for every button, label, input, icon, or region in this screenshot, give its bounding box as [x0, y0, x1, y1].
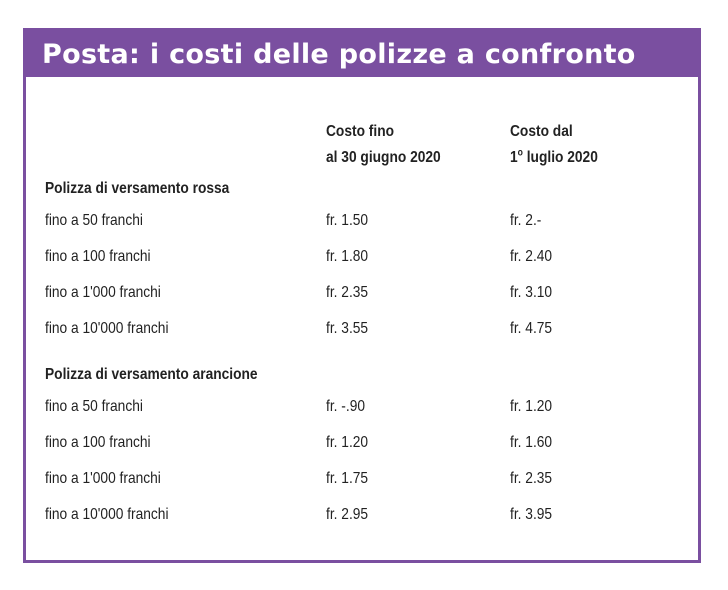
table-row	[45, 497, 685, 533]
table-row	[45, 203, 685, 239]
cost-after: fr. 3.10	[510, 284, 553, 301]
cost-before: fr. 3.55	[326, 320, 369, 337]
row-label: fino a 100 franchi	[45, 434, 151, 451]
cost-table	[45, 115, 685, 533]
cost-after: fr. 1.60	[510, 434, 553, 451]
row-label: fino a 100 franchi	[45, 248, 151, 265]
row-label: fino a 50 franchi	[45, 212, 143, 229]
cost-after: fr. 2.35	[510, 470, 553, 487]
cost-before: fr. 1.75	[326, 470, 369, 487]
table-row	[45, 461, 685, 497]
table-row	[45, 311, 685, 347]
table-row	[45, 425, 685, 461]
row-label: fino a 10'000 franchi	[45, 506, 169, 523]
cost-after: fr. 3.95	[510, 506, 553, 523]
cost-before: fr. -.90	[326, 398, 366, 415]
column-header-after-line2	[510, 145, 598, 171]
cost-before: fr. 1.20	[326, 434, 369, 451]
cost-after: fr. 4.75	[510, 320, 553, 337]
table-header	[45, 115, 685, 175]
row-label: fino a 1'000 franchi	[45, 284, 161, 301]
row-label: fino a 10'000 franchi	[45, 320, 169, 337]
table-row	[45, 239, 685, 275]
column-header-before-line1: Costo fino	[326, 123, 395, 140]
table-row	[45, 275, 685, 311]
column-header-after	[510, 119, 598, 171]
column-header-before	[326, 119, 441, 171]
column-header-after-day: 1	[510, 149, 518, 166]
column-header-after-month: luglio 2020	[522, 149, 598, 166]
table-row	[45, 389, 685, 425]
column-header-before-line2: al 30 giugno 2020	[326, 149, 441, 166]
cost-before: fr. 2.35	[326, 284, 369, 301]
row-label: fino a 1'000 franchi	[45, 470, 161, 487]
row-label: fino a 50 franchi	[45, 398, 143, 415]
ordinal-superscript: o	[517, 147, 523, 159]
page-title: Posta: i costi delle polizze a confronto	[42, 38, 636, 70]
column-header-after-line1: Costo dal	[510, 123, 573, 140]
cost-after: fr. 2.40	[510, 248, 553, 265]
section-title-orange: Polizza di versamento arancione	[45, 366, 258, 383]
cost-after: fr. 1.20	[510, 398, 553, 415]
title-bar	[26, 31, 698, 77]
cost-before: fr. 1.50	[326, 212, 369, 229]
cost-comparison-box	[23, 28, 701, 563]
cost-before: fr. 2.95	[326, 506, 369, 523]
section-title-red: Polizza di versamento rossa	[45, 180, 230, 197]
cost-before: fr. 1.80	[326, 248, 369, 265]
cost-after: fr. 2.-	[510, 212, 542, 229]
